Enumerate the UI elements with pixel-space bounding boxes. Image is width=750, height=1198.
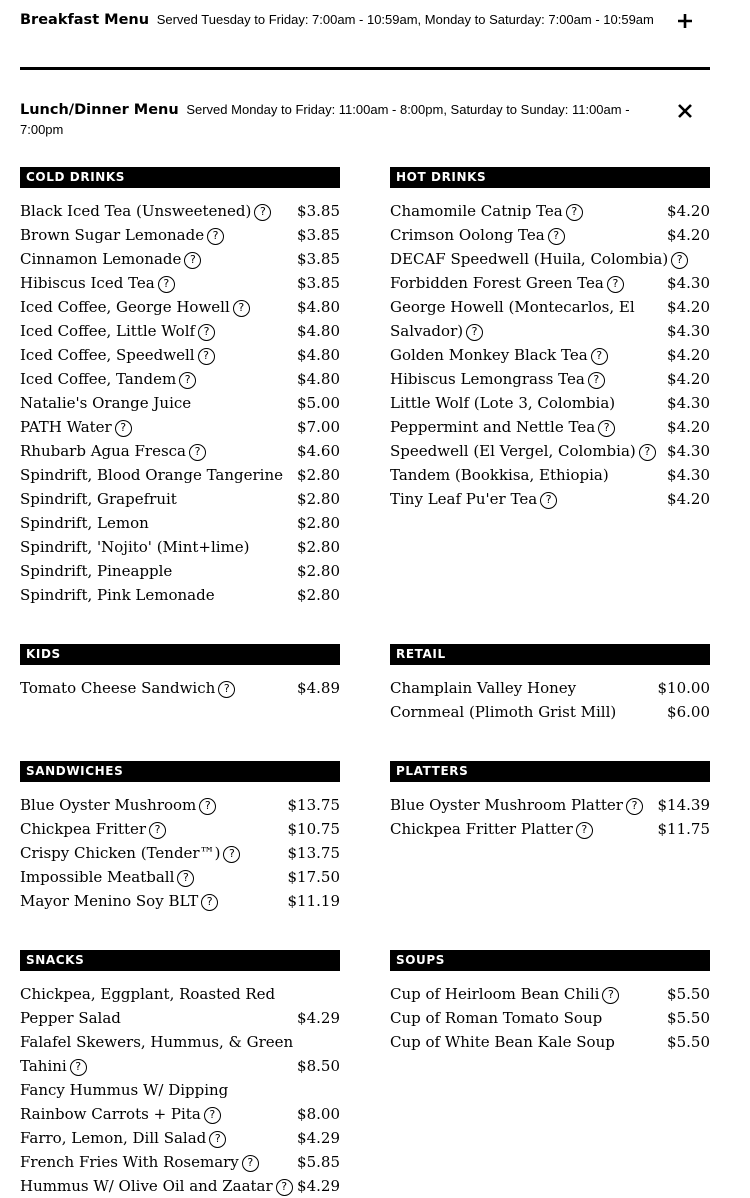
info-icon[interactable]: ? bbox=[540, 492, 557, 509]
menu-item-name-wrap bbox=[20, 511, 295, 535]
menu-item-name-wrap bbox=[20, 535, 295, 559]
menu-item[interactable] bbox=[390, 391, 710, 415]
menu-item-name: Crispy Chicken (Tender™) bbox=[20, 844, 221, 862]
menu-item-name-wrap bbox=[20, 247, 295, 271]
menu-item-price: $4.20 bbox=[667, 490, 710, 508]
info-icon[interactable]: ? bbox=[179, 372, 196, 389]
section-title: SNACKS bbox=[20, 950, 340, 971]
menu-item-price: $8.00 bbox=[297, 1105, 340, 1123]
menu-item-name-wrap bbox=[20, 271, 295, 295]
menu-item-name: PATH Water bbox=[20, 418, 112, 436]
info-icon[interactable]: ? bbox=[184, 252, 201, 269]
menu-item[interactable] bbox=[20, 511, 340, 535]
menu-item-price: $5.00 bbox=[297, 394, 340, 412]
menu-item-price: $4.30 bbox=[667, 274, 710, 292]
menu-item-name: Cup of White Bean Kale Soup bbox=[390, 1033, 615, 1051]
menu-item-price: $4.29 bbox=[297, 1177, 340, 1195]
menu-item-price: $2.80 bbox=[297, 514, 340, 532]
menu-item-price: $5.50 bbox=[667, 1009, 710, 1027]
menu-item-name-wrap bbox=[390, 463, 665, 487]
menu-item[interactable] bbox=[390, 247, 710, 271]
menu-item-name-wrap bbox=[20, 415, 295, 439]
section-platters bbox=[390, 761, 710, 841]
info-icon[interactable]: ? bbox=[548, 228, 565, 245]
menu-item[interactable] bbox=[390, 463, 710, 487]
info-icon[interactable]: ? bbox=[204, 1107, 221, 1124]
menu-item[interactable] bbox=[20, 817, 340, 841]
menu-item-name-wrap bbox=[20, 463, 295, 487]
menu-item-name: Mayor Menino Soy BLT bbox=[20, 892, 199, 910]
section-hot-drinks bbox=[390, 167, 710, 511]
menu-item[interactable] bbox=[20, 271, 340, 295]
menu-item-name-wrap bbox=[390, 676, 656, 700]
menu-item-price: $13.75 bbox=[287, 844, 340, 862]
menu-item-price: $10.75 bbox=[287, 820, 340, 838]
menu-item-name: Hibiscus Lemongrass Tea bbox=[390, 370, 585, 388]
menu-item-price: $4.29 bbox=[297, 1129, 340, 1147]
menu-item[interactable] bbox=[20, 841, 340, 865]
menu-item-name: Impossible Meatball bbox=[20, 868, 175, 886]
menu-item-price-part: $4.30 bbox=[667, 322, 710, 340]
menu-item-price: $2.80 bbox=[297, 538, 340, 556]
menu-item-price: $17.50 bbox=[287, 868, 340, 886]
menu-item-name-wrap bbox=[390, 793, 656, 817]
menu-item-price: $4.80 bbox=[297, 322, 340, 340]
menu-item-name-wrap bbox=[20, 793, 286, 817]
menu-item-price: $4.20 bbox=[667, 226, 710, 244]
info-icon[interactable]: ? bbox=[207, 228, 224, 245]
menu-item-name-wrap bbox=[20, 487, 295, 511]
menu-item-name: Natalie's Orange Juice bbox=[20, 394, 192, 412]
info-icon[interactable]: ? bbox=[233, 300, 250, 317]
menu-item-price: $5.85 bbox=[297, 1153, 340, 1171]
menu-item[interactable] bbox=[390, 700, 710, 724]
menu-item-price: $13.75 bbox=[287, 796, 340, 814]
info-icon[interactable]: ? bbox=[626, 798, 643, 815]
menu-item-name: Brown Sugar Lemonade bbox=[20, 226, 205, 244]
menu-item-list bbox=[390, 676, 710, 724]
menu-item-price: $4.20 bbox=[667, 202, 710, 220]
menu-item-name-wrap bbox=[20, 982, 295, 1030]
section-title: KIDS bbox=[20, 644, 340, 665]
info-icon[interactable]: ? bbox=[598, 420, 615, 437]
menu-item-name: Spindrift, Blood Orange Tangerine bbox=[20, 466, 284, 484]
menu-item-price: $8.50 bbox=[297, 1057, 340, 1075]
menu-item-name: Golden Monkey Black Tea bbox=[390, 346, 588, 364]
menu-item-price: $4.80 bbox=[297, 346, 340, 364]
section-title: SOUPS bbox=[390, 950, 710, 971]
menu-item-name-wrap bbox=[390, 367, 665, 391]
menu-item-name-wrap bbox=[20, 1078, 295, 1126]
menu-item-name: Hibiscus Iced Tea bbox=[20, 274, 155, 292]
info-icon[interactable]: ? bbox=[201, 894, 218, 911]
close-icon[interactable] bbox=[676, 102, 694, 120]
menu-item-name: Farro, Lemon, Dill Salad bbox=[20, 1129, 207, 1147]
menu-item-name: Iced Coffee, Little Wolf bbox=[20, 322, 196, 340]
menu-item-price: $4.80 bbox=[297, 370, 340, 388]
menu-item-name: Speedwell (El Vergel, Colombia) bbox=[390, 442, 636, 460]
menu-item-name-wrap bbox=[20, 889, 286, 913]
menu-item[interactable] bbox=[20, 415, 340, 439]
menu-item-price: $2.80 bbox=[297, 586, 340, 604]
menu-item-name-wrap bbox=[20, 583, 295, 607]
menu-item-list bbox=[390, 982, 710, 1054]
menu-item-name-wrap bbox=[20, 676, 295, 700]
menu-item-name: Champlain Valley Honey bbox=[390, 679, 577, 697]
menu-item-name-wrap bbox=[390, 817, 656, 841]
menu-item-name-wrap bbox=[20, 817, 286, 841]
info-icon[interactable]: ? bbox=[158, 276, 175, 293]
menu-item-list bbox=[390, 793, 710, 841]
menu-item-price: $3.85 bbox=[297, 202, 340, 220]
menu-item-name: Forbidden Forest Green Tea bbox=[390, 274, 604, 292]
menu-item-list bbox=[20, 982, 340, 1198]
menu-item[interactable] bbox=[20, 982, 340, 1030]
menu-item-name: Spindrift, Lemon bbox=[20, 514, 149, 532]
menu-item-name-wrap bbox=[390, 1006, 665, 1030]
menu-item[interactable] bbox=[390, 1006, 710, 1030]
menu-item[interactable] bbox=[20, 319, 340, 343]
menu-item-name-wrap bbox=[390, 295, 665, 343]
menu-item[interactable] bbox=[20, 1030, 340, 1078]
menu-item-name-wrap bbox=[390, 982, 665, 1006]
section-title: RETAIL bbox=[390, 644, 710, 665]
plus-icon[interactable] bbox=[676, 12, 694, 30]
menu-item-name-wrap bbox=[20, 841, 286, 865]
section-snacks bbox=[20, 950, 340, 1198]
info-icon[interactable]: ? bbox=[70, 1059, 87, 1076]
info-icon[interactable]: ? bbox=[591, 348, 608, 365]
menu-item-name: Iced Coffee, Speedwell bbox=[20, 346, 195, 364]
info-icon[interactable]: ? bbox=[276, 1179, 293, 1196]
menu-item-name: Chamomile Catnip Tea bbox=[390, 202, 563, 220]
menu-item[interactable] bbox=[20, 865, 340, 889]
menu-item-name: Iced Coffee, Tandem bbox=[20, 370, 177, 388]
menu-item-name-wrap bbox=[20, 1150, 295, 1174]
info-icon[interactable]: ? bbox=[639, 444, 656, 461]
menu-item[interactable] bbox=[20, 1078, 340, 1126]
menu-item-price: $6.00 bbox=[667, 703, 710, 721]
menu-item-price-part: $4.20 bbox=[667, 298, 710, 316]
menu-item[interactable] bbox=[390, 367, 710, 391]
menu-item[interactable] bbox=[390, 295, 710, 343]
info-icon[interactable]: ? bbox=[588, 372, 605, 389]
menu-item-price: $5.50 bbox=[667, 985, 710, 1003]
menu-item-price: $4.80 bbox=[297, 298, 340, 316]
menu-item-price: $3.85 bbox=[297, 226, 340, 244]
menu-item[interactable] bbox=[390, 676, 710, 700]
menu-item[interactable] bbox=[390, 982, 710, 1006]
menu-item-name-wrap bbox=[20, 865, 286, 889]
menu-item-name: Spindrift, 'Nojito' (Mint+lime) bbox=[20, 538, 250, 556]
menu-item[interactable] bbox=[390, 439, 710, 463]
info-icon[interactable]: ? bbox=[671, 252, 688, 269]
menu-item-name-wrap bbox=[390, 439, 665, 463]
menu-item-name-wrap bbox=[20, 559, 295, 583]
menu-item-name: Tomato Cheese Sandwich bbox=[20, 679, 216, 697]
menu-item-price: $2.80 bbox=[297, 466, 340, 484]
menu-item-list bbox=[20, 199, 340, 607]
menu-item-price: $10.00 bbox=[657, 679, 710, 697]
menu-item-list bbox=[20, 793, 340, 913]
info-icon[interactable]: ? bbox=[198, 348, 215, 365]
info-icon[interactable]: ? bbox=[209, 1131, 226, 1148]
menu-item-name-wrap bbox=[390, 1030, 665, 1054]
menu-item-name: Peppermint and Nettle Tea bbox=[390, 418, 596, 436]
menu-item-name: Little Wolf (Lote 3, Colombia) bbox=[390, 394, 616, 412]
menu-item[interactable] bbox=[390, 817, 710, 841]
menu-item-name: Spindrift, Grapefruit bbox=[20, 490, 177, 508]
menu-item-price: $4.89 bbox=[297, 679, 340, 697]
menu-item[interactable] bbox=[20, 676, 340, 700]
info-icon[interactable]: ? bbox=[198, 324, 215, 341]
menu-item[interactable] bbox=[390, 271, 710, 295]
section-title: HOT DRINKS bbox=[390, 167, 710, 188]
menu-item[interactable] bbox=[20, 463, 340, 487]
menu-item[interactable] bbox=[20, 223, 340, 247]
menu-item-name-wrap bbox=[390, 415, 665, 439]
menu-item-name: DECAF Speedwell (Huila, Colombia) bbox=[390, 250, 669, 268]
info-icon[interactable]: ? bbox=[223, 846, 240, 863]
menu-item-name-wrap bbox=[390, 487, 665, 511]
breakfast-menu-hours: Served Tuesday to Friday: 7:00am - 10:59am, Monday to Saturday: 7:00am - 10:59am bbox=[156, 12, 654, 27]
menu-item-name-wrap bbox=[390, 343, 665, 367]
menu-item-name-wrap bbox=[20, 367, 295, 391]
menu-item-price: $4.30 bbox=[667, 442, 710, 460]
lunch-dinner-menu-hours: Served Monday to Friday: 11:00am - 8:00pm, Saturday to Sunday: 11:00am - 7:00pm bbox=[20, 102, 630, 137]
menu-item-name: Rhubarb Agua Fresca bbox=[20, 442, 187, 460]
info-icon[interactable]: ? bbox=[576, 822, 593, 839]
menu-item[interactable] bbox=[20, 535, 340, 559]
menu-item-name-wrap bbox=[20, 1126, 295, 1150]
menu-item[interactable] bbox=[390, 1030, 710, 1054]
menu-item-name-wrap bbox=[20, 295, 295, 319]
menu-item-price: $3.85 bbox=[297, 274, 340, 292]
menu-item-price: $7.00 bbox=[297, 418, 340, 436]
menu-item-name: Chickpea Fritter Platter bbox=[390, 820, 573, 838]
menu-item-price: $4.20 bbox=[667, 346, 710, 364]
info-icon[interactable]: ? bbox=[602, 987, 619, 1004]
menu-item[interactable] bbox=[20, 1126, 340, 1150]
menu-item-name: Cup of Roman Tomato Soup bbox=[390, 1009, 603, 1027]
info-icon[interactable]: ? bbox=[566, 204, 583, 221]
menu-item-name-wrap bbox=[20, 343, 295, 367]
menu-item[interactable] bbox=[20, 583, 340, 607]
breakfast-menu-title: Breakfast Menu bbox=[20, 12, 150, 28]
menu-item[interactable] bbox=[20, 889, 340, 913]
menu-item-name-wrap bbox=[20, 391, 295, 415]
menu-item-name: Blue Oyster Mushroom bbox=[20, 796, 197, 814]
section-soups bbox=[390, 950, 710, 1054]
menu-item-price: $11.19 bbox=[287, 892, 340, 910]
menu-item[interactable] bbox=[20, 295, 340, 319]
info-icon[interactable]: ? bbox=[254, 204, 271, 221]
section-retail bbox=[390, 644, 710, 724]
menu-item-price: $2.80 bbox=[297, 490, 340, 508]
menu-item-name-wrap bbox=[20, 199, 295, 223]
menu-item[interactable] bbox=[20, 1150, 340, 1174]
menu-item-name: Hummus W/ Olive Oil and Zaatar bbox=[20, 1177, 273, 1195]
menu-item[interactable] bbox=[20, 391, 340, 415]
menu-item-name: Iced Coffee, George Howell bbox=[20, 298, 230, 316]
menu-item-price: $4.29 bbox=[297, 1009, 340, 1027]
menu-item-name: George Howell (Montecarlos, El Salvador) bbox=[390, 298, 635, 340]
menu-item-name-wrap bbox=[390, 700, 665, 724]
menu-item-name: Chickpea, Eggplant, Roasted Red Pepper Salad bbox=[20, 985, 276, 1027]
menu-item-name: Tandem (Bookkisa, Ethiopia) bbox=[390, 466, 609, 484]
menu-item-price: $11.75 bbox=[657, 820, 710, 838]
menu-item-price: $4.60 bbox=[297, 442, 340, 460]
menu-item-name-wrap bbox=[20, 223, 295, 247]
menu-item-name: Fancy Hummus W/ Dipping Rainbow Carrots + Pita bbox=[20, 1081, 229, 1123]
menu-item-price: $5.50 bbox=[667, 1033, 710, 1051]
menu-item-name: Spindrift, Pineapple bbox=[20, 562, 173, 580]
section-cold-drinks bbox=[20, 167, 340, 607]
info-icon[interactable]: ? bbox=[199, 798, 216, 815]
info-icon[interactable]: ? bbox=[242, 1155, 259, 1172]
menu-item[interactable] bbox=[20, 559, 340, 583]
menu-divider bbox=[20, 67, 710, 70]
menu-item[interactable] bbox=[390, 487, 710, 511]
menu-item[interactable] bbox=[20, 487, 340, 511]
menu-item-price: $4.30 bbox=[667, 394, 710, 412]
menu-item[interactable] bbox=[20, 439, 340, 463]
menu-item-name: Chickpea Fritter bbox=[20, 820, 147, 838]
section-sandwiches bbox=[20, 761, 340, 913]
menu-item-name: Black Iced Tea (Unsweetened) bbox=[20, 202, 252, 220]
lunch-dinner-menu-header[interactable] bbox=[20, 100, 660, 140]
info-icon[interactable]: ? bbox=[115, 420, 132, 437]
menu-item-price bbox=[665, 295, 710, 343]
info-icon[interactable]: ? bbox=[466, 324, 483, 341]
menu-item-name-wrap bbox=[390, 199, 665, 223]
info-icon[interactable]: ? bbox=[218, 681, 235, 698]
menu-item[interactable] bbox=[20, 343, 340, 367]
menu-item-name: Blue Oyster Mushroom Platter bbox=[390, 796, 623, 814]
menu-item[interactable] bbox=[20, 247, 340, 271]
menu-item-name: Crimson Oolong Tea bbox=[390, 226, 545, 244]
lunch-dinner-menu-title: Lunch/Dinner Menu bbox=[20, 102, 179, 118]
menu-item-price: $4.20 bbox=[667, 370, 710, 388]
menu-item-name: Cup of Heirloom Bean Chili bbox=[390, 985, 600, 1003]
menu-item[interactable] bbox=[390, 223, 710, 247]
menu-item-name-wrap bbox=[20, 1174, 295, 1198]
menu-item-name-wrap bbox=[390, 271, 665, 295]
section-kids bbox=[20, 644, 340, 700]
info-icon[interactable]: ? bbox=[607, 276, 624, 293]
section-title: COLD DRINKS bbox=[20, 167, 340, 188]
menu-item[interactable] bbox=[390, 793, 710, 817]
menu-item-price: $14.39 bbox=[657, 796, 710, 814]
menu-item[interactable] bbox=[20, 793, 340, 817]
menu-item-price: $4.30 bbox=[667, 466, 710, 484]
menu-item-name: French Fries With Rosemary bbox=[20, 1153, 239, 1171]
menu-item[interactable] bbox=[390, 415, 710, 439]
section-title: PLATTERS bbox=[390, 761, 710, 782]
menu-item-name: Tiny Leaf Pu'er Tea bbox=[390, 490, 538, 508]
menu-item[interactable] bbox=[20, 199, 340, 223]
section-title: SANDWICHES bbox=[20, 761, 340, 782]
info-icon[interactable]: ? bbox=[189, 444, 206, 461]
menu-item-name: Cinnamon Lemonade bbox=[20, 250, 182, 268]
menu-item-price: $2.80 bbox=[297, 562, 340, 580]
menu-item-name-wrap bbox=[20, 1030, 295, 1078]
menu-item[interactable] bbox=[20, 367, 340, 391]
info-icon[interactable]: ? bbox=[149, 822, 166, 839]
menu-item[interactable] bbox=[390, 199, 710, 223]
menu-item-name-wrap bbox=[20, 319, 295, 343]
info-icon[interactable]: ? bbox=[177, 870, 194, 887]
menu-item-name-wrap bbox=[20, 439, 295, 463]
menu-item-name: Falafel Skewers, Hummus, & Green Tahini bbox=[20, 1033, 294, 1075]
menu-item-name: Cornmeal (Plimoth Grist Mill) bbox=[390, 703, 617, 721]
menu-item-name-wrap bbox=[390, 247, 708, 271]
menu-item-list bbox=[390, 199, 710, 511]
menu-item-price: $4.20 bbox=[667, 418, 710, 436]
menu-item-name-wrap bbox=[390, 223, 665, 247]
menu-item-list bbox=[20, 676, 340, 700]
menu-item-price: $3.85 bbox=[297, 250, 340, 268]
menu-item-name: Spindrift, Pink Lemonade bbox=[20, 586, 215, 604]
menu-item[interactable] bbox=[20, 1174, 340, 1198]
menu-item-name-wrap bbox=[390, 391, 665, 415]
breakfast-menu-header[interactable] bbox=[20, 10, 660, 30]
menu-item[interactable] bbox=[390, 343, 710, 367]
